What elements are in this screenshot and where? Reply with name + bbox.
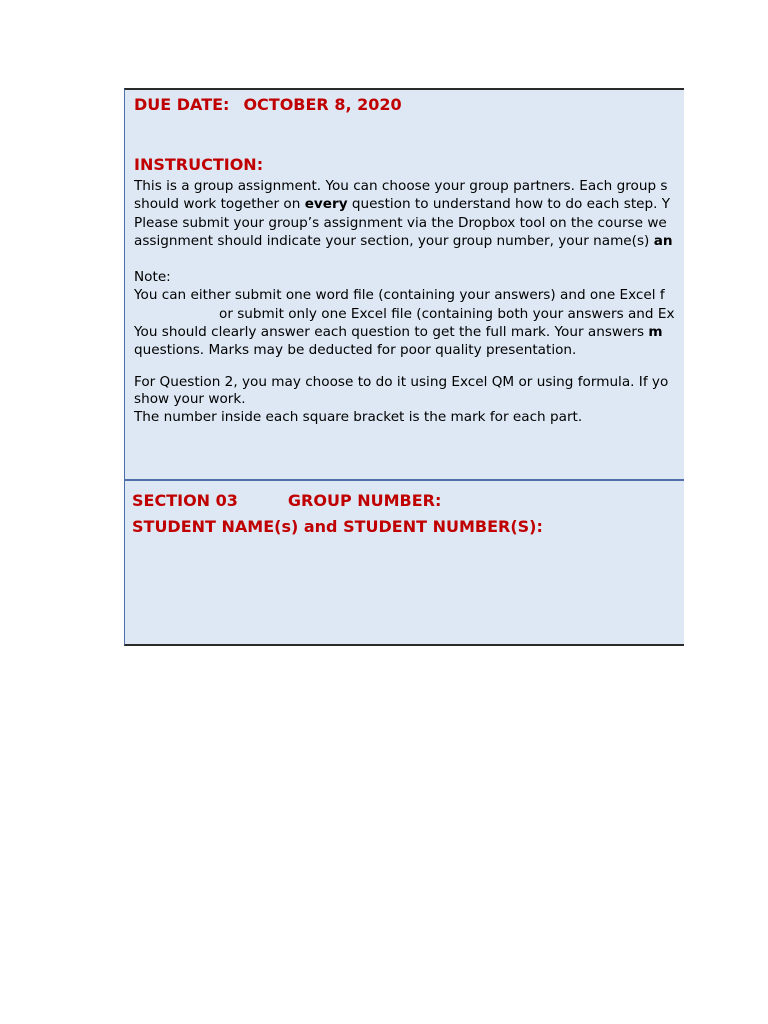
instruction-line: This is a group assignment. You can choose your group partners. Each group s: [134, 178, 668, 194]
note-line: You should clearly answer each question to get the full mark. Your answers m: [134, 323, 663, 340]
due-date-line: [134, 95, 402, 114]
instruction-line: Please submit your group’s assignment via the Dropbox tool on the course we: [134, 214, 667, 231]
question-note-line: The number inside each square bracket is the mark for each part.: [134, 408, 583, 425]
section-group-line: [132, 491, 441, 510]
question-note-line: For Question 2, you may choose to do it using Excel QM or using formula. If yo: [134, 374, 669, 390]
question-note-paragraph: [134, 374, 668, 426]
assignment-sheet: [124, 88, 684, 648]
note-line: You can either submit one word file (containing your answers) and one Excel f: [134, 287, 665, 304]
note-line: or submit only one Excel file (containing both your answers and Ex: [219, 305, 675, 322]
group-number-label: GROUP NUMBER:: [287, 491, 442, 510]
instruction-line: should work together on every question to understand how to do each step. Y: [134, 196, 671, 213]
question-note-line: show your work.: [134, 391, 246, 408]
instruction-paragraph: [134, 177, 673, 250]
due-date-label: DUE DATE:: [134, 95, 230, 114]
student-names-label: STUDENT NAME(s) and STUDENT NUMBER(S):: [132, 517, 543, 536]
section-label: SECTION 03: [132, 491, 238, 510]
note-heading: Note:: [134, 269, 171, 285]
note-paragraph: [134, 268, 675, 359]
due-date-value: OCTOBER 8, 2020: [243, 95, 402, 114]
instruction-line: assignment should indicate your section, your group number, your name(s) an: [134, 232, 673, 249]
note-line: questions. Marks may be deducted for poor quality presentation.: [134, 342, 577, 359]
instruction-heading: INSTRUCTION:: [134, 155, 264, 174]
instruction-box: [124, 88, 684, 480]
student-info-box: [124, 480, 684, 646]
